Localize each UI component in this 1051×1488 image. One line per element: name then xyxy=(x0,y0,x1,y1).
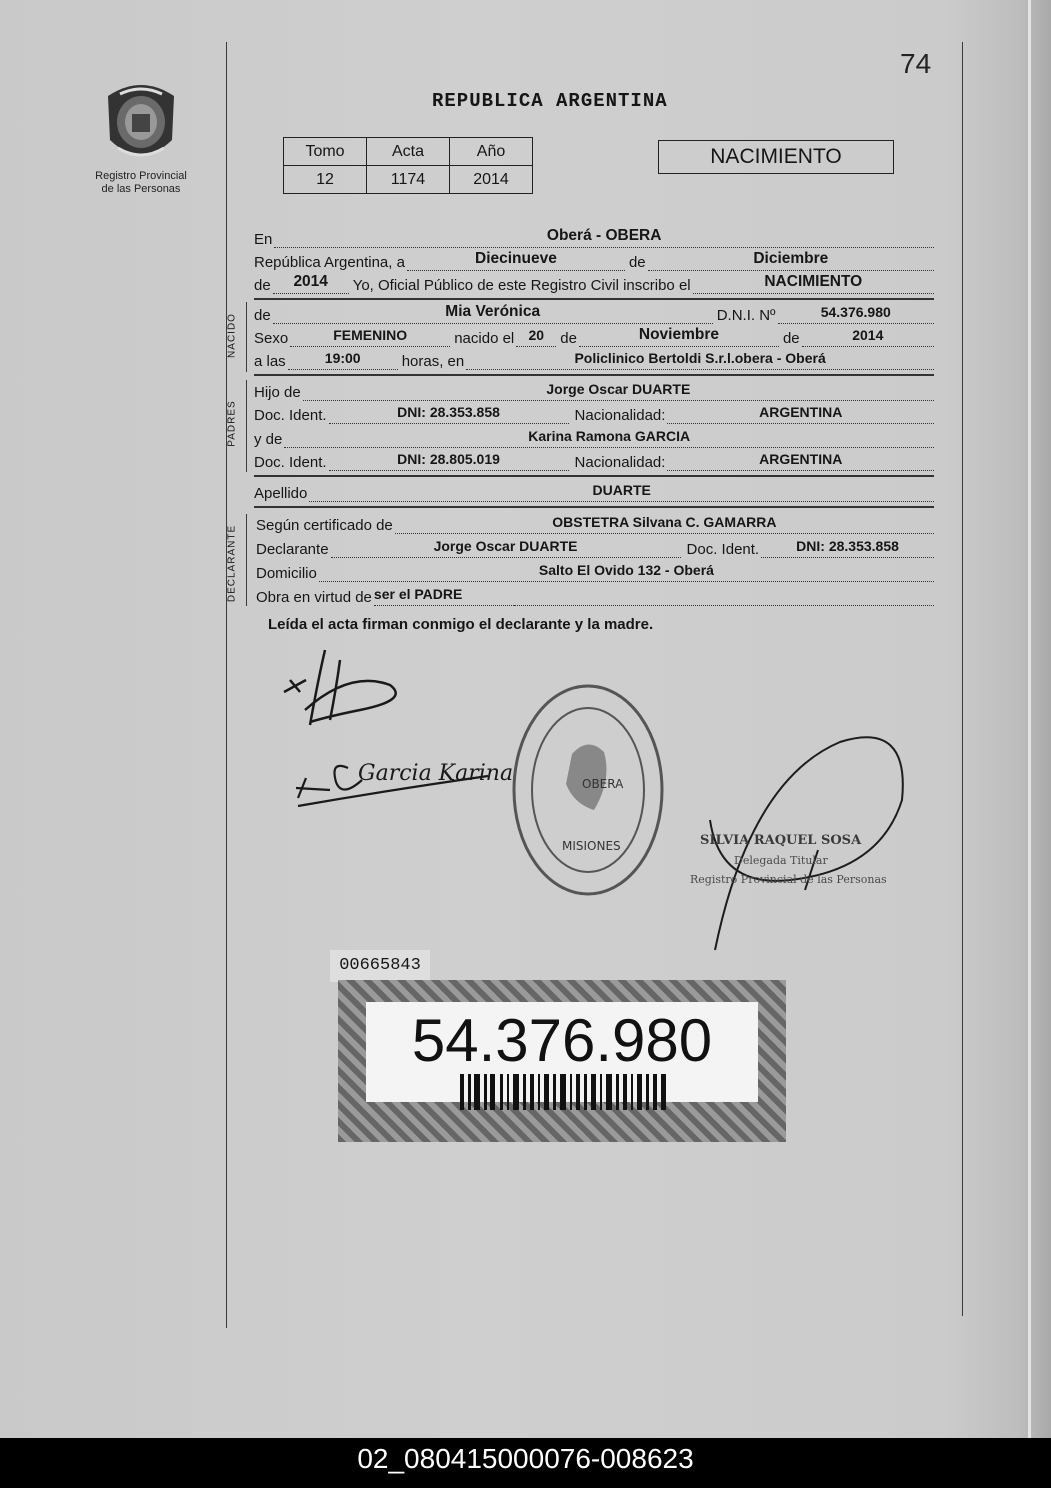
register-table xyxy=(283,137,533,194)
father-doc-label: Doc. Ident. xyxy=(254,407,327,424)
city-row xyxy=(254,228,934,248)
name-row xyxy=(254,304,934,324)
dni-label: D.N.I. Nº xyxy=(716,307,776,324)
father-nationality: ARGENTINA xyxy=(667,403,934,424)
birth-year: 2014 xyxy=(802,326,934,347)
mother-doc-row xyxy=(254,451,934,471)
mother-name: Karina Ramona GARCIA xyxy=(284,427,934,448)
officer-row xyxy=(254,274,934,294)
page-number: 74 xyxy=(900,48,932,79)
republica-label: República Argentina, a xyxy=(254,254,405,271)
year-value: 2014 xyxy=(273,273,349,294)
birth-de-label-2: de xyxy=(782,330,800,347)
mother-signature xyxy=(296,761,513,806)
logo-caption-line1: Registro Provincial xyxy=(95,170,187,182)
cert-label: Según certificado de xyxy=(256,517,393,534)
father-doc: DNI: 28.353.858 xyxy=(329,403,569,424)
father-row xyxy=(254,381,934,401)
address-row xyxy=(256,562,934,582)
sex-row xyxy=(254,327,934,347)
nacido-bracket xyxy=(246,302,247,372)
father-name: Jorge Oscar DUARTE xyxy=(303,380,934,401)
official-org: Registro Provincial de las Personas xyxy=(690,873,887,886)
anio-header: Año xyxy=(450,138,533,166)
declarant-row xyxy=(256,538,934,558)
declarante-label: Declarante xyxy=(256,541,329,558)
declarant-doc-label: Doc. Ident. xyxy=(686,541,760,558)
capacity-value: ser el PADRE xyxy=(374,585,514,606)
officer-text: Yo, Oficial Público de este Registro Civil inscribo el xyxy=(352,277,691,294)
barcode-icon xyxy=(460,1074,666,1110)
certificate-row xyxy=(256,514,934,534)
time-row xyxy=(254,350,934,370)
acta-header: Acta xyxy=(367,138,450,166)
closing-statement: Leída el acta firman conmigo el declarante y la madre. xyxy=(268,616,654,633)
serial-number: 00665843 xyxy=(330,950,430,982)
declarante-section-label: DECLARANTE xyxy=(226,524,238,603)
child-name: Mia Verónica xyxy=(273,303,713,324)
address-value: Salto El Ovido 132 - Oberá xyxy=(319,561,934,582)
date-row xyxy=(254,251,934,271)
domicilio-label: Domicilio xyxy=(256,565,317,582)
official-name: SILVIA RAQUEL SOSA xyxy=(700,833,862,848)
page-edge xyxy=(1028,0,1031,1438)
cert-value: OBSTETRA Silvana C. GAMARRA xyxy=(395,513,934,534)
de-label: de xyxy=(628,254,646,271)
declarant-signature xyxy=(284,650,396,725)
birth-place: Policlinico Bertoldi S.r.l.obera - Oberá xyxy=(466,349,934,370)
declarant-name: Jorge Oscar DUARTE xyxy=(331,537,681,558)
apellido-label: Apellido xyxy=(254,485,308,502)
nacido-section-label: NACIDO xyxy=(226,313,238,358)
nacido-el-label: nacido el xyxy=(454,330,515,347)
separator-4 xyxy=(254,506,934,508)
dni-sticker xyxy=(338,980,786,1142)
mother-doc-label: Doc. Ident. xyxy=(254,454,327,471)
mother-nationality: ARGENTINA xyxy=(667,450,934,471)
padres-bracket xyxy=(246,380,247,472)
father-nat-label: Nacionalidad: xyxy=(574,407,666,424)
capacity-row xyxy=(256,586,934,606)
year-label: de xyxy=(254,277,271,294)
city-value: Oberá - OBERA xyxy=(274,227,934,248)
right-margin-line xyxy=(962,42,963,1316)
sex-value: FEMENINO xyxy=(290,326,450,347)
yde-label: y de xyxy=(254,431,283,448)
signatures-area xyxy=(270,640,950,960)
official-title: Delegada Titular xyxy=(734,854,828,867)
hijo-label: Hijo de xyxy=(254,384,301,401)
surname-value: DUARTE xyxy=(309,481,934,502)
day-value: Diecinueve xyxy=(407,250,625,271)
dni-sticker-inner xyxy=(366,1002,758,1102)
capacity-dots xyxy=(514,585,934,606)
en-label: En xyxy=(254,231,273,248)
birth-de-label: de xyxy=(560,330,577,347)
left-margin-line xyxy=(226,42,227,1328)
act-value: NACIMIENTO xyxy=(693,273,934,294)
surname-row xyxy=(254,482,934,502)
declarant-doc: DNI: 28.353.858 xyxy=(761,537,934,558)
act-type-box: NACIMIENTO xyxy=(658,140,894,174)
padres-section-label: PADRES xyxy=(226,400,238,447)
mother-row xyxy=(254,428,934,448)
separator-2 xyxy=(254,374,934,376)
alas-label: a las xyxy=(254,353,286,370)
country-title: REPUBLICA ARGENTINA xyxy=(432,90,668,112)
logo-caption-line2: de las Personas xyxy=(101,183,181,195)
nacido-de-label: de xyxy=(254,307,271,324)
official-stamp xyxy=(514,686,662,894)
signature-lettering: Garcia Karina xyxy=(358,761,514,786)
anio-value: 2014 xyxy=(450,166,533,194)
month-value: Diciembre xyxy=(648,250,934,271)
province-emblem-icon xyxy=(98,78,184,168)
father-doc-row xyxy=(254,404,934,424)
logo-caption xyxy=(76,170,206,196)
stamp-center-top: OBERA xyxy=(582,777,624,791)
acta-value: 1174 xyxy=(367,166,450,194)
birth-time: 19:00 xyxy=(288,349,398,370)
dni-number: 54.376.980 xyxy=(411,1007,713,1074)
sexo-label: Sexo xyxy=(254,330,289,347)
declarante-bracket xyxy=(246,514,247,606)
horas-label: horas, en xyxy=(401,353,465,370)
separator-3 xyxy=(254,475,934,477)
birth-day: 20 xyxy=(516,326,556,347)
footer-filename: 02_080415000076-008623 xyxy=(0,1438,1051,1488)
mother-nat-label: Nacionalidad: xyxy=(574,454,666,471)
obra-label: Obra en virtud de xyxy=(256,589,372,606)
child-dni: 54.376.980 xyxy=(778,303,934,324)
separator-1 xyxy=(254,298,934,300)
tomo-header: Tomo xyxy=(284,138,367,166)
tomo-value: 12 xyxy=(284,166,367,194)
mother-doc: DNI: 28.805.019 xyxy=(329,450,569,471)
birth-month: Noviembre xyxy=(579,326,779,347)
stamp-center-bottom: MISIONES xyxy=(562,839,621,853)
